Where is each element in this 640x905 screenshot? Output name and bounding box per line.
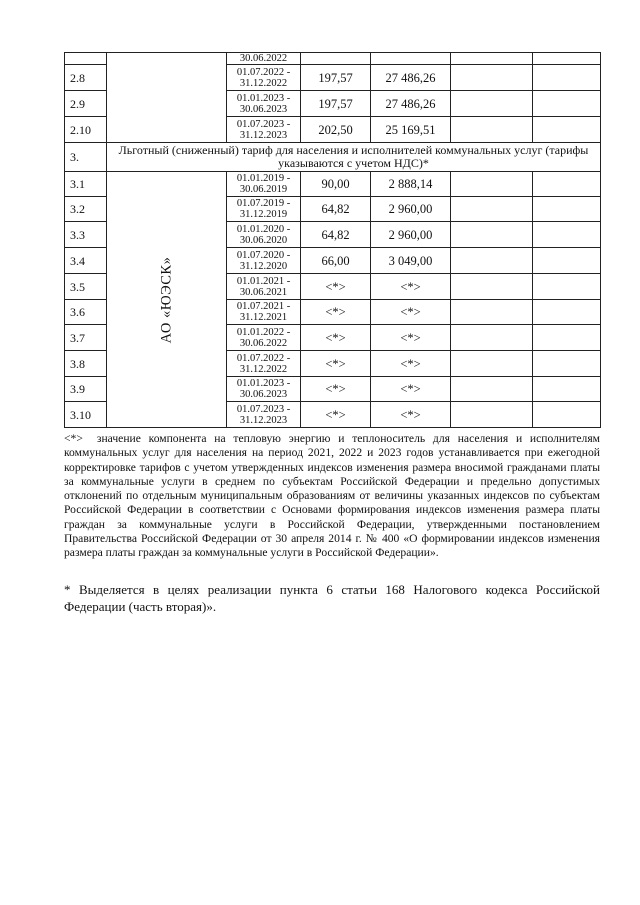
tariff-value-2: <*> (371, 325, 451, 351)
asterisk-mark: <*> (64, 432, 83, 445)
tariff-value-1: <*> (301, 351, 371, 377)
empty-cell (451, 274, 533, 300)
empty-cell (533, 377, 601, 402)
period-cell: 01.07.2020 - 31.12.2020 (227, 248, 301, 274)
empty-cell (451, 91, 533, 117)
empty-cell (451, 351, 533, 377)
tariff-value-2: 27 486,26 (371, 91, 451, 117)
empty-cell (451, 53, 533, 65)
empty-cell (533, 300, 601, 325)
vat-footnote: * Выделяется в целях реализации пункта 6 статьи 168 Налогового кодекса Российской Федерации (часть вторая)». (64, 582, 600, 614)
organization-cell-empty (107, 53, 227, 143)
empty-cell (451, 172, 533, 197)
period-cell: 01.01.2020 - 30.06.2020 (227, 222, 301, 248)
organization-name: АО «ЮЭСК» (158, 256, 175, 343)
empty-cell (533, 65, 601, 91)
asterisk-note (64, 432, 600, 561)
tariff-value-2: <*> (371, 377, 451, 402)
organization-cell (107, 172, 227, 428)
section-header-row (65, 143, 601, 172)
tariff-value-1: 64,82 (301, 197, 371, 222)
row-number: 3.7 (65, 325, 107, 351)
row-number: 3.5 (65, 274, 107, 300)
tariff-value-2: 3 049,00 (371, 248, 451, 274)
period-cell: 01.07.2023 - 31.12.2023 (227, 402, 301, 428)
section-number: 3. (65, 143, 107, 172)
empty-cell (451, 117, 533, 143)
tariff-value-2: <*> (371, 351, 451, 377)
empty-cell (533, 222, 601, 248)
tariff-value-2: 27 486,26 (371, 65, 451, 91)
row-number: 3.8 (65, 351, 107, 377)
empty-cell (533, 197, 601, 222)
period-cell: 01.07.2019 - 31.12.2019 (227, 197, 301, 222)
tariff-table (64, 52, 601, 428)
asterisk-note-text: значение компонента на тепловую энергию и теплоноситель для населения и исполнителям коммунальных услуг для населения на период 2021, 2022 и 2023 годов устанавливается при ежегодной корректировке тарифов с учетом утвержденных индексов изменения размера вносимой гражданами платы за коммунальные услуги в среднем по субъектам Российской Федерации и предельно допустимых отклонений по отдельным муниципальным образованиям от величины указанных индексов по субъектам Российской Федерации в соответствии с Основами формирования индексов изменения размера платы граждан за коммунальные услуги в Российской Федерации, утвержденными постановлением Правительства Российской Федерации от 30 апреля 2014 г. № 400 «О формировании индексов изменения размера платы граждан за коммунальные услуги в Российской Федерации». (64, 432, 600, 560)
empty-cell (451, 300, 533, 325)
tariff-value-2: <*> (371, 274, 451, 300)
period-cell: 01.07.2022 - 31.12.2022 (227, 65, 301, 91)
tariff-value-1: 90,00 (301, 172, 371, 197)
empty-cell (451, 65, 533, 91)
row-number: 2.10 (65, 117, 107, 143)
tariff-value-2: 2 960,00 (371, 197, 451, 222)
empty-cell (451, 248, 533, 274)
period-cell: 01.01.2019 - 30.06.2019 (227, 172, 301, 197)
empty-cell (533, 274, 601, 300)
tariff-value-1: <*> (301, 325, 371, 351)
empty-cell (533, 172, 601, 197)
row-number: 3.10 (65, 402, 107, 428)
tariff-value-1: 197,57 (301, 91, 371, 117)
period-cell: 01.01.2023 - 30.06.2023 (227, 91, 301, 117)
tariff-value-1: <*> (301, 377, 371, 402)
empty-cell (533, 325, 601, 351)
empty-cell (533, 351, 601, 377)
row-number: 3.4 (65, 248, 107, 274)
row-number: 2.8 (65, 65, 107, 91)
row-number: 3.9 (65, 377, 107, 402)
empty-cell (451, 402, 533, 428)
period-cell: 30.06.2022 (227, 53, 301, 65)
empty-cell (533, 117, 601, 143)
row-number: 3.6 (65, 300, 107, 325)
period-cell: 01.01.2023 - 30.06.2023 (227, 377, 301, 402)
tariff-value-2 (371, 53, 451, 65)
empty-cell (533, 53, 601, 65)
row-number: 3.2 (65, 197, 107, 222)
empty-cell (451, 377, 533, 402)
period-cell: 01.01.2021 - 30.06.2021 (227, 274, 301, 300)
tariff-value-1: 66,00 (301, 248, 371, 274)
row-number: 3.1 (65, 172, 107, 197)
tariff-value-2: 25 169,51 (371, 117, 451, 143)
tariff-value-2: <*> (371, 402, 451, 428)
period-cell: 01.07.2022 - 31.12.2022 (227, 351, 301, 377)
empty-cell (533, 248, 601, 274)
row-number (65, 53, 107, 65)
period-cell: 01.07.2021 - 31.12.2021 (227, 300, 301, 325)
empty-cell (451, 325, 533, 351)
tariff-value-1: 197,57 (301, 65, 371, 91)
table-row (65, 172, 601, 197)
empty-cell (451, 197, 533, 222)
empty-cell (533, 91, 601, 117)
tariff-value-2: 2 888,14 (371, 172, 451, 197)
table-row (65, 53, 601, 65)
row-number: 3.3 (65, 222, 107, 248)
empty-cell (533, 402, 601, 428)
empty-cell (451, 222, 533, 248)
tariff-value-1: 64,82 (301, 222, 371, 248)
tariff-value-1 (301, 53, 371, 65)
tariff-value-2: <*> (371, 300, 451, 325)
tariff-value-2: 2 960,00 (371, 222, 451, 248)
tariff-value-1: <*> (301, 274, 371, 300)
tariff-value-1: <*> (301, 300, 371, 325)
section-title: Льготный (сниженный) тариф для населения и исполнителей коммунальных услуг (тарифы указываются с учетом НДС)* (107, 143, 601, 172)
row-number: 2.9 (65, 91, 107, 117)
tariff-value-1: <*> (301, 402, 371, 428)
period-cell: 01.01.2022 - 30.06.2022 (227, 325, 301, 351)
period-cell: 01.07.2023 - 31.12.2023 (227, 117, 301, 143)
tariff-value-1: 202,50 (301, 117, 371, 143)
